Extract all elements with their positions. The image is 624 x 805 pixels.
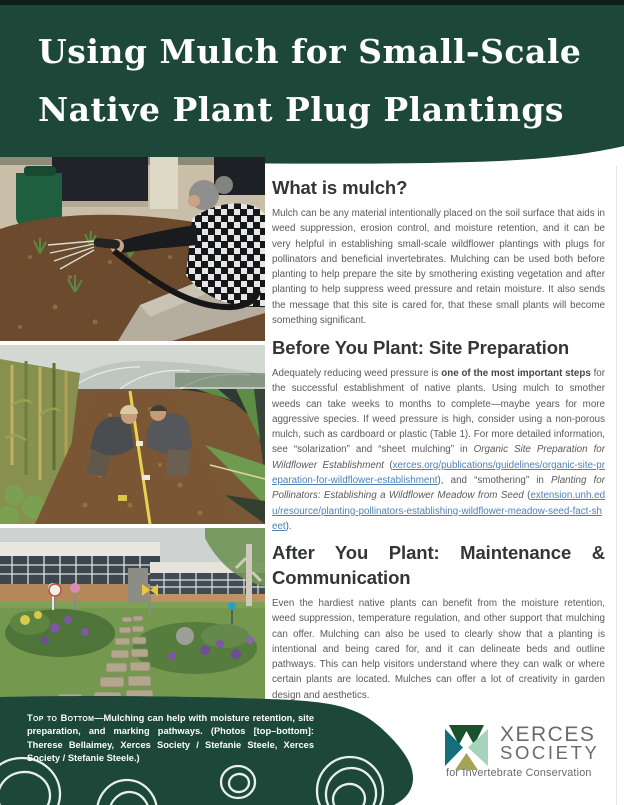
xerces-logo-icon: [445, 725, 488, 770]
photo-watering: [0, 157, 265, 341]
page-title-line-2: Native Plant Plug Plantings: [38, 90, 564, 129]
section-heading: [272, 540, 605, 590]
text-segment-plain: Mulch can be any material intentionally placed on the soil surface that aids in weed suppression, erosion control, and moisture retention, and it can be very helpful in establishing small-scale wildflower plantings with plugs for pollinators and beneficial invertebrates. Mulching can be used both before planting to help prepare the site by smothering existing vegetation and after planting to help suppress weed pressure and retain moisture. It also sends the message that this site is cared for, that these small plants will become something significant.: [272, 208, 605, 327]
logo-name-line-2: SOCIETY: [500, 742, 600, 763]
body-link[interactable]: extension.unh.edu/resource/planting-pollinators-establishing-wildflower-meadow-seed-fact-sheet: [272, 490, 606, 532]
caption-text: —Mulching can help with moisture retention, site preparation, and marking pathways. (Photos [top–bottom]: Therese Bellaimey, Xerces Society / Stefanie Steele, Xerces Society / Stefanie Steele.): [27, 713, 314, 764]
section-body: [272, 596, 605, 703]
xerces-logo: [445, 725, 610, 785]
text-segment-plain: (: [384, 459, 393, 471]
text-segment-i: Organic Site Preparation for Wildflower Establishment: [272, 444, 606, 471]
section-heading: [272, 335, 605, 360]
section-what-is-mulch: [272, 175, 605, 328]
photo-caption: [27, 712, 314, 766]
text-segment-plain: for the successful establishment of native plants. Using mulch to smother weeds can take weeks to months to complete—maybe years for more aggressive species. If weed pressure is high, consider using a non-porous mulch, such as cardboard or plastic (Table 1). For more detailed information, see “solarization” and “sheet mulching” in: [272, 368, 606, 456]
logo-tagline: for Invertebrate Conservation: [446, 767, 592, 779]
page-top-edge: [0, 0, 624, 5]
text-segment-plain: ), and “smothering” in: [437, 475, 552, 487]
text-segment-plain: ).: [285, 520, 292, 532]
photo-watering-image: [0, 157, 265, 341]
text-segment-plain: Even the hardiest native plants can benefit from the moisture retention, weed suppression, temperature regulation, and other support that mulching can offer. Mulching can also be used to clearly show that a planting is intentional and being cared for, and it can delineate beds and outline pathways. This can help visitors understand where they can walk or where certain plants are located. Mulches can offer a lot of creativity in garden design and aesthetics.: [272, 598, 605, 701]
photo-planting: [0, 345, 265, 524]
text-segment-plain: Adequately reducing weed pressure is: [272, 368, 442, 379]
page-title: [38, 23, 581, 139]
section-heading-line: Communication: [272, 567, 411, 588]
section-heading-line: After You Plant: Maintenance &: [272, 542, 605, 563]
section-before-you-plant: [272, 335, 605, 534]
body-link[interactable]: xerces.org/publications/guidelines/organic-site-preparation-for-wildflower-establishment: [272, 459, 605, 487]
logo-name-line-1: XERCES: [500, 723, 596, 746]
section-heading: [272, 175, 605, 200]
logo-wordmark: [500, 725, 599, 762]
caption-lead: Top to Bottom: [27, 713, 95, 723]
photo-pathway: [0, 528, 265, 707]
page-edge-line: [616, 166, 617, 805]
section-heading-line: What is mulch?: [272, 177, 408, 198]
text-segment-b: one of the most important steps: [441, 368, 591, 379]
section-body: [272, 206, 605, 328]
section-after-you-plant: [272, 540, 605, 703]
photo-pathway-image: [0, 528, 265, 707]
photo-planting-image: [0, 345, 265, 524]
text-segment-plain: (: [523, 490, 531, 502]
text-segment-i: Planting for Pollinators: Establishing a Wildflower Meadow from Seed: [272, 475, 605, 502]
section-body: [272, 366, 605, 534]
page-title-line-1: Using Mulch for Small-Scale: [38, 32, 582, 71]
section-heading-line: Before You Plant: Site Preparation: [272, 337, 570, 358]
